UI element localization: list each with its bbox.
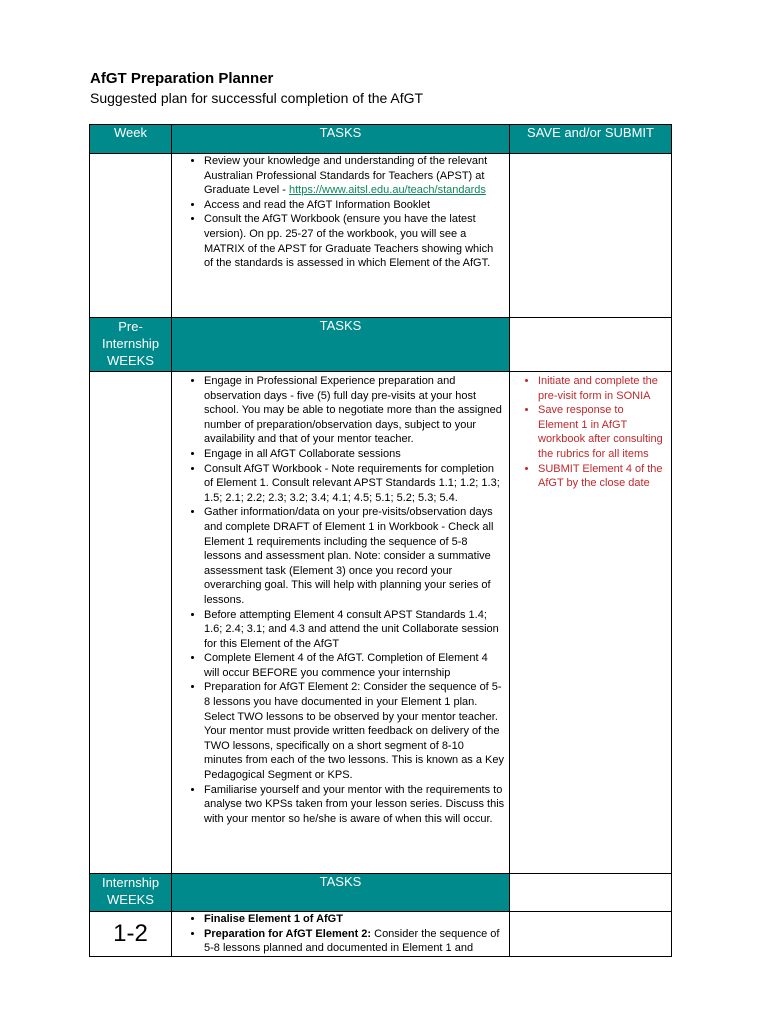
list-item: • Familiarise yourself and your mentor with the requirements to analyse two KPSs taken from your lesson series. Discuss this with your mentor so he/she is aware of when this will occur. xyxy=(204,783,505,827)
list-item: • Preparation for AfGT Element 2: Consider the sequence of 5-8 lessons planned and documented in Element 1 and xyxy=(204,927,505,956)
header-row xyxy=(90,125,672,154)
pre-internship-week-label: Pre-Internship WEEKS xyxy=(90,318,172,372)
list-item: • Initiate and complete the pre-visit form in SONIA xyxy=(538,374,667,403)
table-row xyxy=(90,154,672,318)
list-item: • Complete Element 4 of the AfGT. Completion of Element 4 will occur BEFORE you commence your internship xyxy=(204,651,505,680)
document-subtitle: Suggested plan for successful completion of the AfGT xyxy=(90,90,424,106)
save-submit-header: SAVE and/or SUBMIT xyxy=(510,125,672,154)
week-cell xyxy=(90,912,172,957)
standards-link[interactable]: https://www.aitsl.edu.au/teach/standards xyxy=(289,184,486,197)
list-item: • Finalise Element 1 of AfGT xyxy=(204,912,505,927)
list-item: • Consult the AfGT Workbook (ensure you have the latest version). On pp. 25-27 of the workbook, you will see a MATRIX of the APST for Graduate Teachers showing which of the standards is assessed in which Element of the AfGT. xyxy=(204,212,505,270)
save-cell xyxy=(510,318,672,372)
list-item: • Save response to Element 1 in AfGT workbook after consulting the rubrics for all items xyxy=(538,403,667,461)
save-cell xyxy=(510,874,672,912)
list-item: • Before attempting Element 4 consult APST Standards 1.4; 1.6; 2.4; 3.1; and 4.3 and attend the unit Collaborate session for this Element of the AfGT xyxy=(204,608,505,652)
task-list xyxy=(172,154,509,271)
week-header: Week xyxy=(90,125,172,154)
list-item: • Preparation for AfGT Element 2: Consider the sequence of 5-8 lessons you have documented in your Element 1 plan. Select TWO lessons to be observed by your mentor teacher. Your mentor must provide written feedback on delivery of the TWO lessons, specifically on a short segment of 8-10 minutes from each of the two lessons. This is known as a Key Pedagogical Segment or KPS. xyxy=(204,680,505,782)
task-list xyxy=(172,912,509,956)
internship-header-row xyxy=(90,874,672,912)
list-item: • Access and read the AfGT Information Booklet xyxy=(204,198,505,213)
document-title: AfGT Preparation Planner xyxy=(90,70,274,87)
tasks-header: TASKS xyxy=(172,125,510,154)
list-item: • Engage in all AfGT Collaborate sessions xyxy=(204,447,505,462)
save-cell xyxy=(510,912,672,957)
pre-internship-header-row xyxy=(90,318,672,372)
tasks-cell xyxy=(172,372,510,874)
save-list xyxy=(510,374,671,491)
list-item: • Review your knowledge and understanding of the relevant Australian Professional Standards for Teachers (APST) at Graduate Level - https://www.aitsl.edu.au/teach/standards xyxy=(204,154,505,198)
task-list xyxy=(172,374,509,826)
save-cell xyxy=(510,154,672,318)
table-row xyxy=(90,912,672,957)
save-cell xyxy=(510,372,672,874)
list-item: • SUBMIT Element 4 of the AfGT by the close date xyxy=(538,462,667,491)
internship-tasks-header: TASKS xyxy=(172,874,510,912)
list-item: • Engage in Professional Experience preparation and observation days - five (5) full day pre-visits at your host school. You may be able to negotiate more than the assigned number of preparation/observation days, subject to your availability and that of your mentor teacher. xyxy=(204,374,505,447)
list-item: • Consult AfGT Workbook - Note requirements for completion of Element 1. Consult relevant APST Standards 1.1; 1.2; 1.3; 1.5; 2.1; 2.2; 2.3; 3.2; 3.4; 4.1; 4.5; 5.1; 5.2; 5.3; 5.4. xyxy=(204,462,505,506)
internship-week-label: Internship WEEKS xyxy=(90,874,172,912)
planner-table xyxy=(89,124,672,957)
pre-internship-tasks-header: TASKS xyxy=(172,318,510,372)
table-row xyxy=(90,372,672,874)
tasks-cell xyxy=(172,154,510,318)
week-number: 1-2 xyxy=(113,920,148,947)
tasks-cell xyxy=(172,912,510,957)
week-cell xyxy=(90,372,172,874)
week-cell xyxy=(90,154,172,318)
list-item: • Gather information/data on your pre-visits/observation days and complete DRAFT of Element 1 in Workbook - Check all Element 1 requirements including the sequence of 5-8 lessons and assessment plan. Note: consider a summative assessment task (Element 3) once you record your overarching goal. This will help with planning your series of lessons. xyxy=(204,505,505,607)
